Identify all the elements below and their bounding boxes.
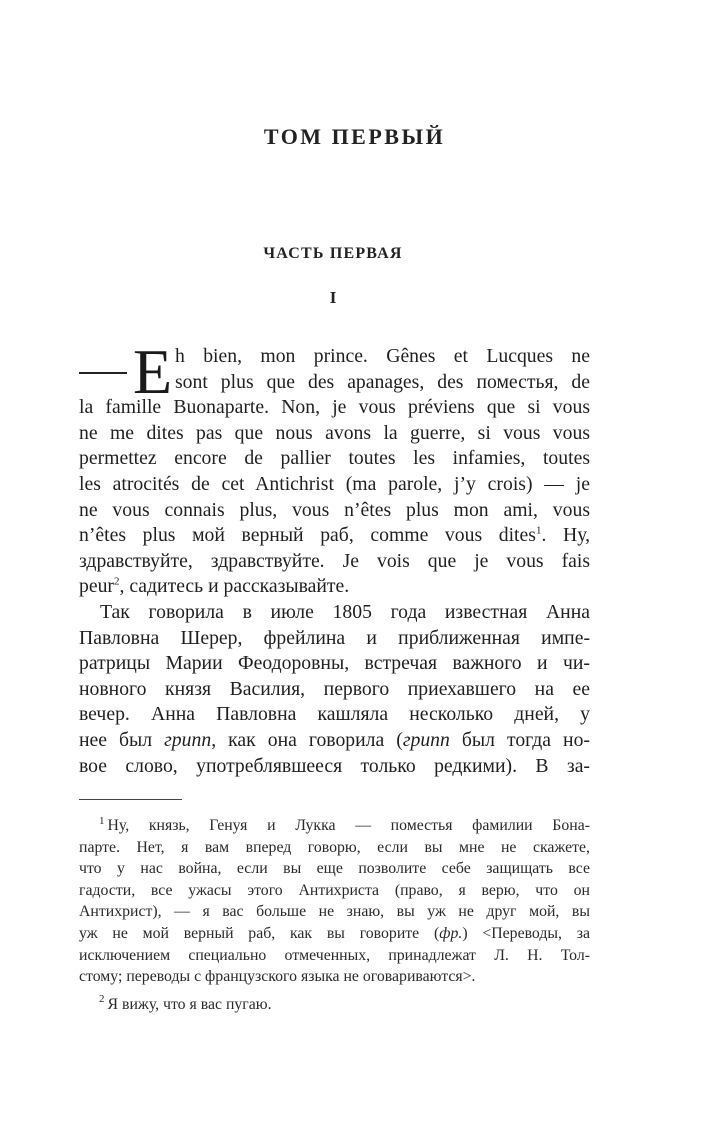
footnote-line: уж не мой верный раб, как вы говорите (фр.) <Переводы, за	[79, 924, 590, 942]
opening-paragraph	[79, 336, 590, 779]
text-line: нее был грипп, как она говорила (грипп был тогда но-	[79, 728, 590, 751]
text-line: permettez encore de pallier toutes les infamies, toutes	[79, 447, 590, 470]
footnote-1: $^1$ Ну, князь, Генуя и Лукка — поместья фамилии Бона-	[99, 814, 590, 834]
text-line: ратрицы Марии Феодоровны, встречая важного и чи-	[79, 652, 590, 675]
footnote-line: парте. Нет, я вам вперед говорю, если вы мне не скажете,	[79, 838, 590, 856]
part-title: ЧАСТЬ ПЕРВАЯ	[263, 245, 403, 262]
text-line: новного князя Василия, первого приехавшего на ее	[79, 677, 590, 700]
footnotes	[79, 815, 590, 1015]
text-line: n’êtes plus мой верный раб, comme vous dites$^1$. Ну,	[79, 524, 590, 547]
text-line: Павловна Шерер, фрейлина и приближенная импе-	[79, 626, 590, 649]
footnote-2: $^2$ Я вижу, что я вас пугаю.	[99, 993, 272, 1013]
text-line: h bien, mon prince. Gênes et Lucques ne	[175, 345, 590, 367]
text-line: peur$^2$, садитесь и рассказывайте.	[79, 575, 350, 598]
footnote-line: что у нас война, если вы еще позволите себе защищать все	[79, 860, 590, 878]
text-line: ne vous connais plus, vous n’êtes plus mon ami, vous	[79, 498, 590, 521]
text-line: sont plus que des apanages, des поместья, de	[175, 370, 590, 393]
footnote-line: стому; переводы с французского языка не оговариваются>.	[79, 968, 476, 986]
footnote-ref-1: 1	[535, 524, 542, 537]
text-line: вечер. Анна Павловна кашляла несколько дней, у	[79, 703, 590, 726]
text-line: les atrocités de cet Antichrist (ma parole, j’y crois) — je	[79, 472, 590, 495]
drop-cap: E	[133, 336, 173, 407]
footnote-line: Антихрист), — я вас больше не знаю, вы уж не друг мой, вы	[79, 903, 590, 921]
chapter-number: I	[329, 288, 337, 307]
volume-title: ТОМ ПЕРВЫЙ	[263, 124, 446, 149]
footnote-ref-2: 2	[113, 575, 120, 588]
footnote-number: 2	[99, 993, 105, 1006]
footnote-line: исключением специально отмеченных, принадлежат Л. Н. Тол-	[79, 946, 590, 964]
footnote-line: гадости, все ужасы этого Антихриста (право, я верю, что он	[79, 881, 590, 899]
footnote-separator	[79, 799, 182, 800]
footnote-number: 1	[99, 814, 105, 827]
text-line: ne me dites pas que nous avons la guerre, si vous vous	[79, 421, 590, 444]
text-line: здравствуйте, здравствуйте. Je vois que je vous fais	[79, 549, 590, 572]
text-line: la famille Buonaparte. Non, je vous préviens que si vous	[79, 396, 590, 419]
text-line: вое слово, употреблявшееся только редкими). В за-	[79, 754, 590, 777]
text-line: Так говорила в июле 1805 года известная Анна	[100, 600, 590, 623]
